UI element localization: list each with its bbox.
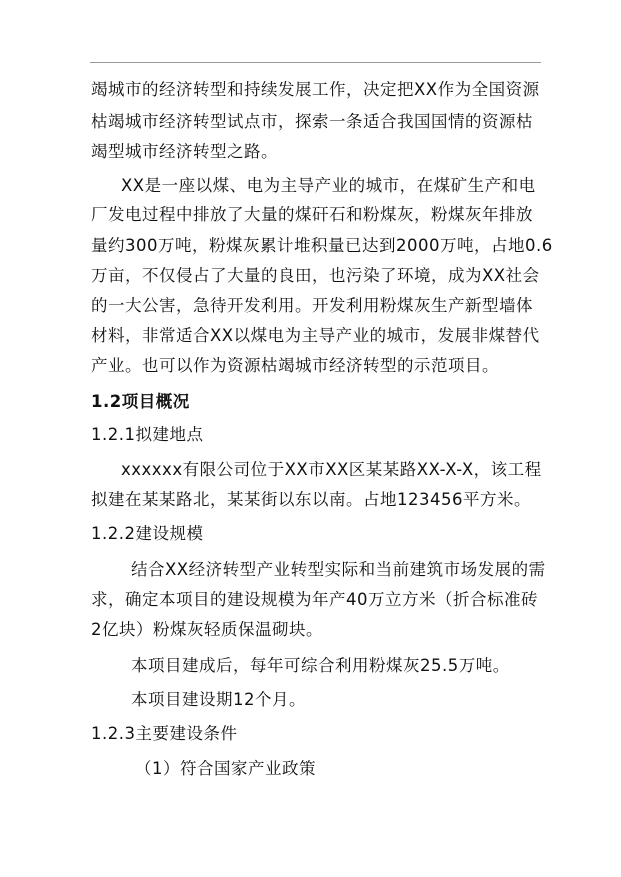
paragraph-line: 枯竭城市经济转型试点市，探索一条适合我国国情的资源枯 [91, 112, 533, 131]
subsection-heading: 1.2.2建设规模 [91, 524, 204, 543]
paragraph-line: 竭城市的经济转型和持续发展工作，决定把XX作为全国资源 [91, 80, 540, 99]
paragraph-line: 本项目建成后，每年可综合利用粉煤灰25.5万吨。 [131, 656, 510, 675]
paragraph-line: 万亩，不仅侵占了大量的良田，也污染了环境，成为XX社会 [91, 266, 540, 285]
paragraph-line: xxxxxx有限公司位于XX市XX区某某路XX-X-X，该工程 [121, 460, 542, 479]
list-item: （1）符合国家产业政策 [135, 759, 316, 778]
paragraph-line: 量约300万吨，粉煤灰累计堆积量已达到2000万吨，占地0.6 [91, 236, 553, 255]
paragraph-line: 结合XX经济转型产业转型实际和当前建筑市场发展的需 [131, 560, 546, 579]
section-heading: 1.2项目概况 [91, 392, 190, 411]
paragraph-line: 产业。也可以作为资源枯竭城市经济转型的示范项目。 [91, 356, 499, 375]
paragraph-line: 2亿块）粉煤灰轻质保温砌块。 [91, 620, 323, 639]
paragraph-line: XX是一座以煤、电为主导产业的城市，在煤矿生产和电 [121, 176, 536, 195]
paragraph-line: 的一大公害，急待开发利用。开发利用粉煤灰生产新型墙体 [91, 296, 533, 315]
header-rule [90, 62, 541, 63]
paragraph-line: 本项目建设期12个月。 [131, 690, 306, 709]
paragraph-line: 竭型城市经济转型之路。 [91, 142, 278, 161]
paragraph-line: 求，确定本项目的建设规模为年产40万立方米（折合标准砖 [91, 590, 538, 609]
subsection-heading: 1.2.3主要建设条件 [91, 724, 238, 743]
subsection-heading: 1.2.1拟建地点 [91, 425, 204, 444]
paragraph-line: 拟建在某某路北，某某街以东以南。占地123456平方米。 [91, 490, 531, 509]
paragraph-line: 材料，非常适合XX以煤电为主导产业的城市，发展非煤替代 [91, 326, 540, 345]
paragraph-line: 厂发电过程中排放了大量的煤矸石和粉煤灰，粉煤灰年排放 [91, 205, 533, 224]
